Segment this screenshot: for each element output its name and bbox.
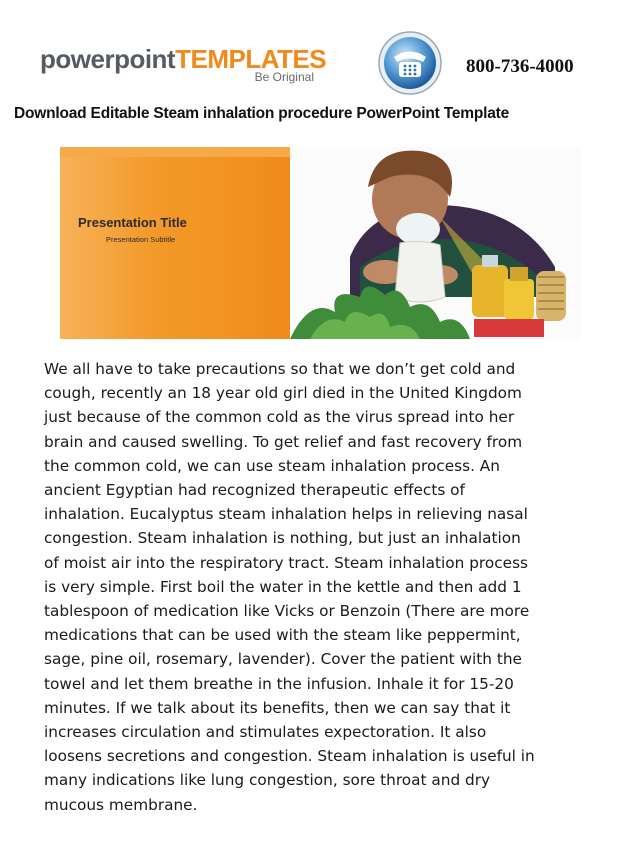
body-line: ancient Egyptian had recognized therapeutic effects of (44, 481, 465, 500)
template-title-slide (60, 147, 290, 339)
body-line: tablespoon of medication like Vicks or Benzoin (There are more (44, 602, 530, 621)
body-line: We all have to take precautions so that we don’t get cold and (44, 360, 516, 378)
steam-inhalation-illustration (290, 147, 581, 339)
article-body (44, 357, 604, 817)
body-line: inhalation. Eucalyptus steam inhalation helps in relieving nasal (44, 505, 528, 524)
body-line: is very simple. First boil the water in the kettle and then add 1 (44, 577, 522, 596)
steam-inhalation-photo (290, 147, 581, 339)
body-line: brain and caused swelling. To get relief and fast recovery from (44, 432, 523, 451)
slide-top-strip (60, 147, 290, 157)
body-line: many indications like lung congestion, sore throat and dry (44, 771, 491, 790)
body-line: cough, recently an 18 year old girl died in the United Kingdom (44, 384, 522, 403)
logo-tagline: Be Original (254, 70, 314, 84)
body-line: medications that can be used with the steam like peppermint, (44, 626, 521, 645)
logo-part-templates: TEMPLATES (175, 44, 327, 74)
phone-number[interactable]: 800-736-4000 (466, 56, 574, 77)
body-line: just because of the common cold as the virus spread into her (44, 408, 515, 427)
telephone-icon (377, 30, 443, 96)
body-line: the common cold, we can use steam inhalation process. An (44, 456, 500, 475)
presentation-subtitle: Presentation Subtitle (106, 235, 176, 244)
brand-logo[interactable] (40, 44, 327, 94)
body-line: of moist air into the respiratory tract. Steam inhalation process (44, 553, 529, 572)
body-line: sage, pine oil, rosemary, lavender). Cover the patient with the (44, 650, 522, 669)
logo-part-powerpoint: powerpoint (40, 44, 176, 74)
body-line: loosens secretions and congestion. Steam inhalation is useful in (44, 747, 535, 766)
body-line: minutes. If we talk about its benefits, then we can say that it (44, 698, 511, 717)
template-preview-banner (60, 147, 581, 339)
body-line: increases circulation and stimulates expectoration. It also (44, 723, 487, 742)
body-line: congestion. Steam inhalation is nothing, but just an inhalation (44, 529, 521, 548)
presentation-title: Presentation Title (78, 215, 187, 230)
body-line: mucous membrane. (44, 795, 198, 814)
page-title: Download Editable Steam inhalation procedure PowerPoint Template (14, 105, 510, 122)
body-line: towel and let them breathe in the infusion. Inhale it for 15-20 (44, 674, 514, 693)
